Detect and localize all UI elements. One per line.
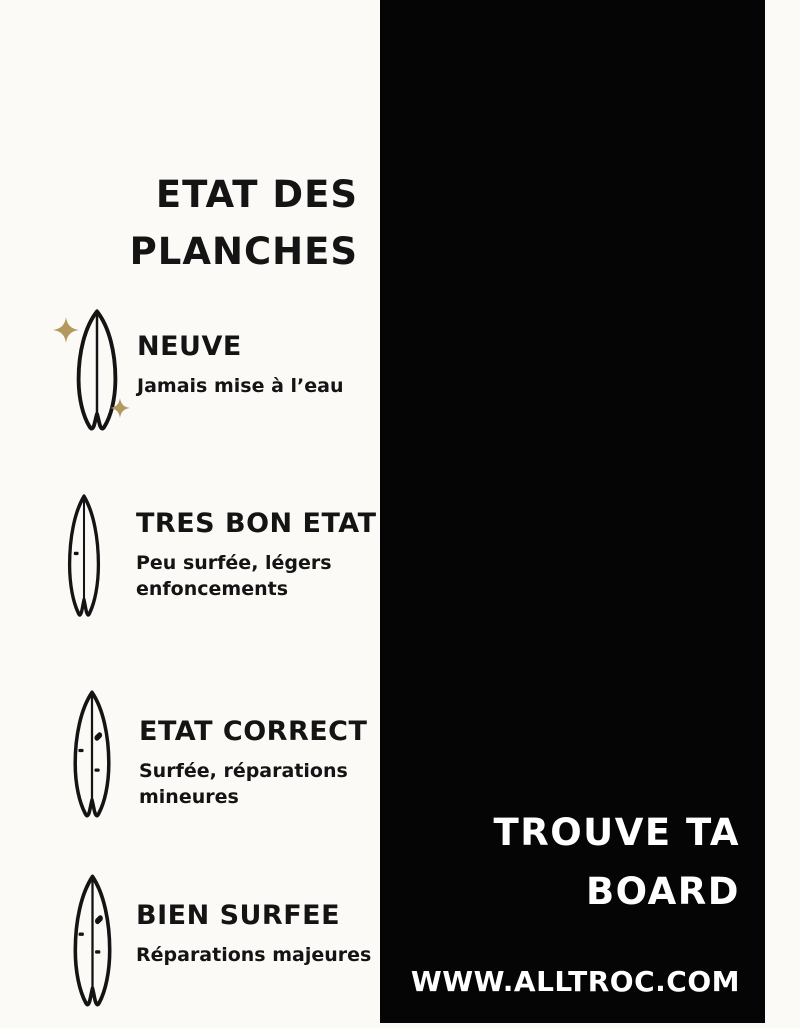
condition-description: Jamais mise à l’eau [137, 375, 344, 397]
brand-tagline [493, 803, 740, 921]
condition-description: Réparations majeures [136, 944, 372, 966]
condition-item-bien-surfee [136, 901, 406, 968]
surfboard-one-ding-icon [66, 494, 102, 617]
page-title [0, 166, 358, 280]
condition-name: NEUVE [137, 331, 242, 362]
condition-item-neuve [137, 332, 352, 399]
surfboard-outline-icon [66, 494, 102, 617]
surfboard-new-with-sparkles-icon [74, 309, 120, 431]
page-title-line1: ETAT DES [155, 173, 358, 216]
condition-description: Surfée, réparations mineures [139, 760, 348, 808]
condition-description: Peu surfée, légers enfoncements [136, 552, 332, 600]
brand-tagline-line2: BOARD [585, 870, 740, 913]
surfboard-three-dings-icon [71, 874, 114, 1007]
surfboard-outline-icon [71, 874, 114, 1007]
condition-name: BIEN SURFEE [136, 900, 341, 931]
condition-item-etat-correct [139, 717, 367, 810]
brand-tagline-line1: TROUVE TA [493, 811, 740, 854]
condition-name: TRES BON ETAT [136, 508, 377, 539]
sparkle-icon [110, 398, 130, 418]
condition-name: ETAT CORRECT [139, 716, 368, 747]
surfboard-three-dings-icon [71, 690, 113, 818]
surfboard-outline-icon [71, 690, 113, 818]
sparkle-icon [53, 317, 79, 343]
page-title-line2: PLANCHES [129, 230, 358, 273]
website-url: WWW.ALLTROC.COM [410, 965, 740, 998]
condition-item-tres-bon-etat [136, 509, 377, 602]
